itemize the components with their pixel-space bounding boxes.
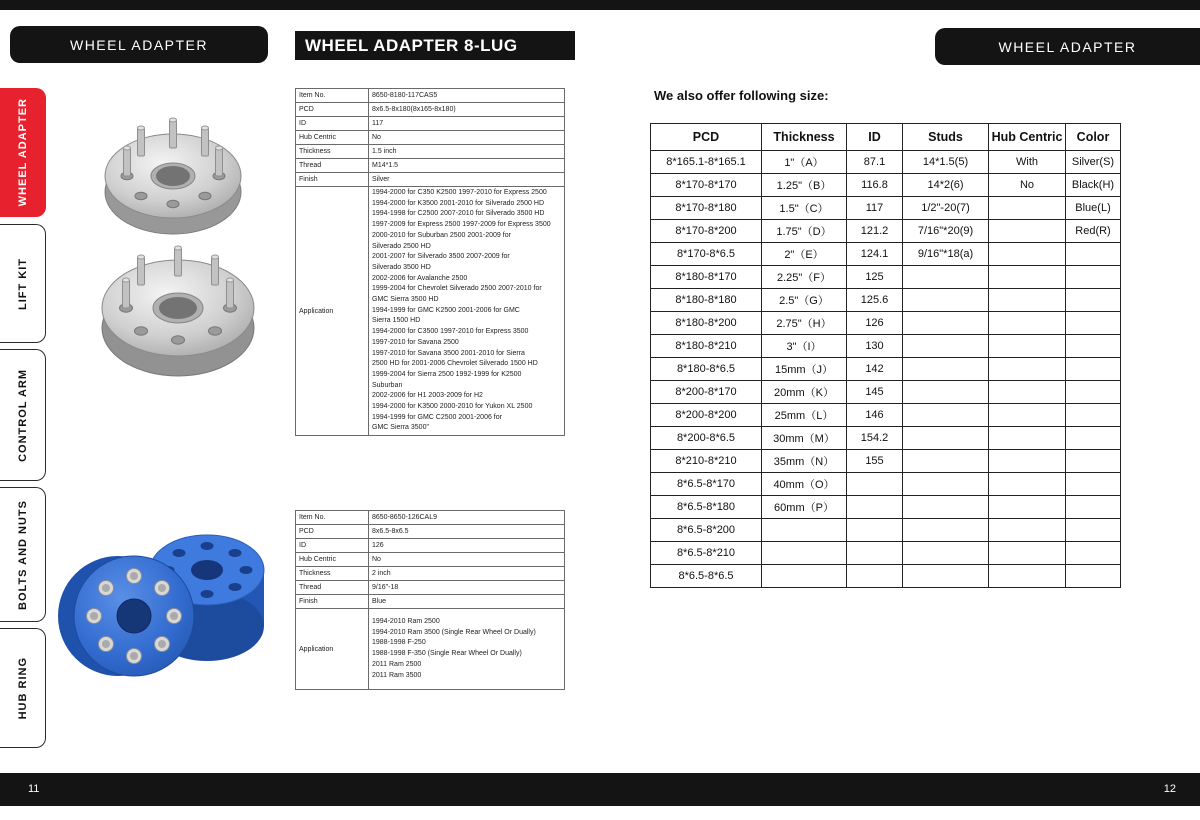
spec-value: 8x6.5-8x180(8x165-8x180) — [369, 103, 565, 117]
offer-cell: 1"（A） — [762, 151, 847, 174]
offer-cell — [1066, 243, 1121, 266]
spec-label: Item No. — [296, 89, 369, 103]
offer-cell — [847, 496, 903, 519]
spec-label: Thread — [296, 581, 369, 595]
spec-row — [296, 609, 565, 690]
offer-cell — [1066, 565, 1121, 588]
offer-cell: 87.1 — [847, 151, 903, 174]
offer-cell: 125 — [847, 266, 903, 289]
top-bar — [0, 0, 1200, 10]
spec-row — [296, 173, 565, 187]
offer-cell — [989, 404, 1066, 427]
offer-cell: 117 — [847, 197, 903, 220]
offer-col-header: Studs — [903, 124, 989, 151]
offer-col-header: ID — [847, 124, 903, 151]
offer-row — [651, 289, 1121, 312]
offer-row — [651, 519, 1121, 542]
offer-cell: 8*200-8*170 — [651, 381, 762, 404]
spec-row — [296, 103, 565, 117]
offer-cell — [1066, 542, 1121, 565]
sidebar-item-bolts-and-nuts[interactable] — [0, 487, 46, 622]
offer-cell — [989, 473, 1066, 496]
offer-row — [651, 197, 1121, 220]
application-line: 1994-2010 Ram 2500 — [372, 618, 440, 625]
offer-col-header: Color — [1066, 124, 1121, 151]
adapter-disc-front — [58, 556, 194, 676]
application-line: 1997-2009 for Express 2500 1997-2009 for Express 3500 — [372, 221, 551, 229]
offer-cell: 8*200-8*6.5 — [651, 427, 762, 450]
offer-cell — [903, 289, 989, 312]
offer-cell — [903, 450, 989, 473]
offer-cell: 8*210-8*210 — [651, 450, 762, 473]
offer-cell: 8*200-8*200 — [651, 404, 762, 427]
adapter-disc-bottom — [102, 246, 254, 376]
offer-cell — [1066, 404, 1121, 427]
application-line: 1988-1998 F-250 — [372, 639, 426, 647]
offer-cell: 8*170-8*200 — [651, 220, 762, 243]
application-line: 2001-2007 for Silverado 3500 2007-2009 for — [372, 253, 510, 261]
spec-row — [296, 581, 565, 595]
offer-cell: 125.6 — [847, 289, 903, 312]
offer-cell — [989, 450, 1066, 473]
offer-cell: 8*180-8*170 — [651, 266, 762, 289]
offer-header-row — [651, 124, 1121, 151]
offer-cell — [1066, 450, 1121, 473]
application-line: 1997-2010 for Savana 3500 2001-2010 for Sierra — [372, 349, 525, 357]
offer-cell — [1066, 289, 1121, 312]
offer-row — [651, 427, 1121, 450]
spec-value: 8650-8650-126CAL9 — [369, 511, 565, 525]
spec-row — [296, 145, 565, 159]
offer-cell: 8*170-8*6.5 — [651, 243, 762, 266]
offer-row — [651, 312, 1121, 335]
offer-cell: 8*180-8*200 — [651, 312, 762, 335]
application-line: 1994-2010 Ram 3500 (Single Rear Wheel Or Dually) — [372, 628, 536, 636]
spec-table-silver — [295, 88, 565, 436]
footer-bar — [0, 773, 1200, 806]
spec-value — [369, 609, 565, 690]
offer-row — [651, 565, 1121, 588]
application-line: 1994-2000 for K3500 2001-2010 for Silverado 2500 HD — [372, 199, 545, 207]
page-title — [295, 31, 575, 60]
spec-value: Silver — [369, 173, 565, 187]
offer-cell — [903, 542, 989, 565]
application-line: 2500 HD for 2001-2006 Chevrolet Silverado 1500 HD — [372, 360, 538, 368]
spec-value: No — [369, 553, 565, 567]
spec-label: Finish — [296, 173, 369, 187]
spec-label: Thread — [296, 159, 369, 173]
spec-row — [296, 117, 565, 131]
offer-cell: 2.75"（H） — [762, 312, 847, 335]
offer-cell — [762, 519, 847, 542]
application-line: 1997-2010 for Savana 2500 — [372, 338, 459, 346]
offer-cell — [903, 519, 989, 542]
spec-value: Blue — [369, 595, 565, 609]
offer-row — [651, 220, 1121, 243]
offer-cell: 9/16"*18(a) — [903, 243, 989, 266]
offer-cell: 8*6.5-8*6.5 — [651, 565, 762, 588]
offer-cell — [847, 565, 903, 588]
page-number-left: 11 — [28, 783, 40, 795]
offer-row — [651, 358, 1121, 381]
sidebar-item-wheel-adapter[interactable] — [0, 88, 46, 217]
spec-label: PCD — [296, 103, 369, 117]
offer-cell — [903, 358, 989, 381]
offer-cell — [1066, 335, 1121, 358]
offer-cell — [989, 427, 1066, 450]
offer-cell: 8*165.1-8*165.1 — [651, 151, 762, 174]
offer-cell — [989, 358, 1066, 381]
offer-cell — [989, 565, 1066, 588]
blue-adapter-illustration — [56, 500, 284, 695]
offer-col-header: PCD — [651, 124, 762, 151]
application-line: 1994-2000 for C3500 1997-2010 for Express 3500 — [372, 328, 529, 336]
offer-cell: With — [989, 151, 1066, 174]
offer-cell — [1066, 427, 1121, 450]
offer-cell: 14*1.5(5) — [903, 151, 989, 174]
offer-row — [651, 266, 1121, 289]
offer-cell — [989, 312, 1066, 335]
offer-cell: 8*170-8*170 — [651, 174, 762, 197]
application-line: 1994-1998 for C2500 2007-2010 for Silverado 3500 HD — [372, 210, 545, 218]
spec-value: 8x6.5-8x6.5 — [369, 525, 565, 539]
spec-value: 9/16"-18 — [369, 581, 565, 595]
application-line: Silverado 2500 HD — [372, 242, 431, 250]
offer-table-head — [651, 124, 1121, 151]
offer-cell — [1066, 519, 1121, 542]
spec-label: PCD — [296, 525, 369, 539]
spec-table-blue — [295, 510, 565, 690]
offer-cell — [1066, 312, 1121, 335]
offer-cell — [903, 335, 989, 358]
spec-label: Application — [296, 609, 369, 690]
application-line: GMC Sierra 3500 HD — [372, 296, 439, 304]
header-tab-right — [935, 28, 1200, 65]
offer-row — [651, 174, 1121, 197]
offer-cell: 8*180-8*6.5 — [651, 358, 762, 381]
spec-value: 2 inch — [369, 567, 565, 581]
offer-cell — [903, 312, 989, 335]
offer-cell: 2"（E） — [762, 243, 847, 266]
page-number-right: 12 — [1163, 783, 1176, 795]
sidebar-item-label: BOLTS AND NUTS — [16, 499, 29, 610]
offer-cell: 8*6.5-8*170 — [651, 473, 762, 496]
spec-row — [296, 595, 565, 609]
spec-label: Hub Centric — [296, 553, 369, 567]
product-image-silver-adapter — [68, 100, 283, 390]
offer-cell: 14*2(6) — [903, 174, 989, 197]
offer-cell: 8*6.5-8*200 — [651, 519, 762, 542]
offer-heading: We also offer following size: — [654, 88, 829, 103]
header-tab-right-label: WHEEL ADAPTER — [998, 38, 1137, 55]
offer-cell: 20mm（K） — [762, 381, 847, 404]
offer-col-header: Hub Centric — [989, 124, 1066, 151]
spec-row — [296, 187, 565, 436]
application-line: 1988-1998 F-350 (Single Rear Wheel Or Dually) — [372, 650, 522, 658]
spec-label: ID — [296, 117, 369, 131]
spec-row — [296, 567, 565, 581]
offer-cell — [762, 565, 847, 588]
offer-cell: 154.2 — [847, 427, 903, 450]
offer-cell: 15mm（J） — [762, 358, 847, 381]
offer-cell: 142 — [847, 358, 903, 381]
offer-cell — [989, 289, 1066, 312]
spec-row — [296, 511, 565, 525]
offer-cell: 8*180-8*180 — [651, 289, 762, 312]
offer-cell: 3"（I） — [762, 335, 847, 358]
offer-cell — [1066, 266, 1121, 289]
offer-row — [651, 542, 1121, 565]
offer-cell: 2.5"（G） — [762, 289, 847, 312]
application-line: 1994-1999 for GMC K2500 2001-2006 for GMC — [372, 306, 520, 314]
offer-cell — [903, 473, 989, 496]
sidebar-item-label: CONTROL ARM — [16, 368, 29, 462]
application-line: 1994-1999 for GMC C2500 2001-2006 for — [372, 413, 502, 421]
offer-cell — [1066, 473, 1121, 496]
application-line: 1999-2004 for Sierra 2500 1992-1999 for K2500 — [372, 370, 522, 378]
application-line: 2011 Ram 2500 — [372, 660, 422, 668]
application-line: Sierra 1500 HD — [372, 317, 421, 325]
offer-cell — [903, 266, 989, 289]
spec-label: Application — [296, 187, 369, 436]
offer-cell: 1.75"（D） — [762, 220, 847, 243]
offer-cell: 130 — [847, 335, 903, 358]
offer-cell: Black(H) — [1066, 174, 1121, 197]
offer-cell — [1066, 358, 1121, 381]
spec-row — [296, 131, 565, 145]
offer-cell: 1.5"（C） — [762, 197, 847, 220]
offer-cell — [903, 427, 989, 450]
spec-row — [296, 539, 565, 553]
offer-row — [651, 381, 1121, 404]
application-line: 2002-2006 for H1 2003-2009 for H2 — [372, 392, 483, 400]
offer-cell: Silver(S) — [1066, 151, 1121, 174]
offer-cell: 121.2 — [847, 220, 903, 243]
adapter-disc-top — [105, 118, 241, 234]
offer-cell — [989, 266, 1066, 289]
application-line: 2000-2010 for Suburban 2500 2001-2009 for — [372, 231, 511, 239]
sidebar-item-label: LIFT KIT — [16, 257, 29, 310]
offer-cell: 25mm（L） — [762, 404, 847, 427]
offer-cell — [847, 473, 903, 496]
application-line: GMC Sierra 3500" — [372, 424, 429, 432]
offer-cell: 145 — [847, 381, 903, 404]
spec-value: 1.5 inch — [369, 145, 565, 159]
offer-cell — [989, 243, 1066, 266]
offer-cell — [903, 404, 989, 427]
header-tab-left-label: WHEEL ADAPTER — [69, 36, 208, 53]
spec-row — [296, 525, 565, 539]
header-tab-left — [10, 26, 268, 63]
offer-table-body — [651, 151, 1121, 588]
offer-cell — [989, 519, 1066, 542]
sidebar-item-label: HUB RING — [16, 656, 29, 720]
offer-row — [651, 473, 1121, 496]
spec-row — [296, 553, 565, 567]
offer-cell: 126 — [847, 312, 903, 335]
offer-cell: 8*6.5-8*210 — [651, 542, 762, 565]
offer-cell: 60mm（P） — [762, 496, 847, 519]
offer-cell — [847, 542, 903, 565]
offer-cell — [903, 565, 989, 588]
offer-cell — [989, 335, 1066, 358]
offer-cell: 8*6.5-8*180 — [651, 496, 762, 519]
spec-value: No — [369, 131, 565, 145]
offer-cell: 40mm（O） — [762, 473, 847, 496]
offer-cell — [989, 542, 1066, 565]
offer-row — [651, 335, 1121, 358]
offer-cell — [989, 496, 1066, 519]
spec-label: Hub Centric — [296, 131, 369, 145]
offer-cell — [1066, 381, 1121, 404]
spec-label: ID — [296, 539, 369, 553]
offer-cell: 8*180-8*210 — [651, 335, 762, 358]
silver-adapter-illustration — [68, 100, 283, 390]
sidebar-item-lift-kit[interactable] — [0, 224, 46, 343]
product-image-blue-adapter — [56, 500, 284, 695]
offer-cell: 1/2"-20(7) — [903, 197, 989, 220]
application-line: 1994-2000 for C350 K2500 1997-2010 for Express 2500 — [372, 189, 547, 196]
application-line: 1994-2000 for K3500 2000-2010 for Yukon XL 2500 — [372, 403, 533, 411]
spec-row — [296, 159, 565, 173]
offer-cell: 1.25"（B） — [762, 174, 847, 197]
offer-cell: No — [989, 174, 1066, 197]
spec-label: Finish — [296, 595, 369, 609]
spec-value: M14*1.5 — [369, 159, 565, 173]
offer-cell: 8*170-8*180 — [651, 197, 762, 220]
offer-cell: 116.8 — [847, 174, 903, 197]
offer-cell: 155 — [847, 450, 903, 473]
offer-cell: 124.1 — [847, 243, 903, 266]
application-line: 2011 Ram 3500 — [372, 671, 422, 679]
offer-row — [651, 404, 1121, 427]
offer-cell — [762, 542, 847, 565]
offer-col-header: Thickness — [762, 124, 847, 151]
sidebar-item-label: WHEEL ADAPTER — [16, 98, 29, 207]
offer-cell: Red(R) — [1066, 220, 1121, 243]
offer-cell — [1066, 496, 1121, 519]
offer-cell: 2.25"（F） — [762, 266, 847, 289]
spec-label: Thickness — [296, 567, 369, 581]
spec-label: Item No. — [296, 511, 369, 525]
application-line: Suburban — [372, 381, 403, 389]
spec-value — [369, 187, 565, 436]
offer-row — [651, 243, 1121, 266]
offer-cell: 146 — [847, 404, 903, 427]
spec-row — [296, 89, 565, 103]
offer-cell — [847, 519, 903, 542]
offer-cell: Blue(L) — [1066, 197, 1121, 220]
offer-cell: 7/16"*20(9) — [903, 220, 989, 243]
spec-value: 117 — [369, 117, 565, 131]
spec-value: 8650-8180-117CAS5 — [369, 89, 565, 103]
application-line: 2002-2006 for Avalanche 2500 — [372, 274, 468, 282]
spec-value: 126 — [369, 539, 565, 553]
offer-cell — [903, 496, 989, 519]
page-title-label: WHEEL ADAPTER 8-LUG — [305, 35, 518, 55]
offer-row — [651, 496, 1121, 519]
offer-row — [651, 151, 1121, 174]
spec-label: Thickness — [296, 145, 369, 159]
offer-cell — [903, 381, 989, 404]
sidebar-item-hub-ring[interactable] — [0, 628, 46, 748]
offer-cell: 35mm（N） — [762, 450, 847, 473]
offer-cell: 30mm（M） — [762, 427, 847, 450]
sidebar-item-control-arm[interactable] — [0, 349, 46, 481]
offer-size-table — [650, 123, 1121, 588]
offer-cell — [989, 197, 1066, 220]
application-line: 1999-2004 for Chevrolet Silverado 2500 2007-2010 for — [372, 285, 542, 293]
offer-cell — [989, 220, 1066, 243]
application-line: Silverado 3500 HD — [372, 263, 431, 271]
offer-cell — [989, 381, 1066, 404]
offer-row — [651, 450, 1121, 473]
